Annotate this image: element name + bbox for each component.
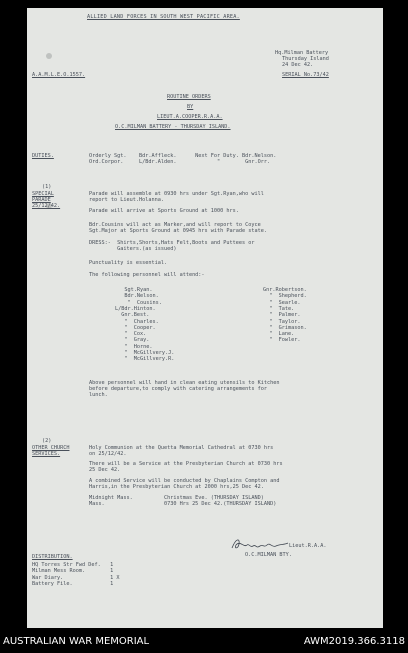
personnel-name: Gnr.Robertson.: [263, 287, 307, 293]
church-1a: Holy Communion at the Quetta Memorial Cathedral at 0730 hrs: [89, 445, 274, 451]
church-4b: Mass. 0730 Hrs 25 Dec 42.(THURSDAY ISLAND): [89, 501, 277, 507]
personnel-name: Sgt.Ryan.: [115, 287, 153, 293]
serial-number: SERIAL No.73/42: [282, 72, 329, 78]
section-2-label-2: SERVICES.: [32, 451, 61, 457]
personnel-name: " Shepherd.: [263, 293, 307, 300]
paragraph-3b: Sgt.Major at Sports Ground at 0945 hrs with Parade state.: [89, 228, 268, 234]
church-1b: on 25/12/42.: [89, 451, 127, 457]
personnel-name: " Taylor.: [263, 318, 301, 325]
paragraph-3a: Bdr.Cousins will act as Marker,and will report to Coyce: [89, 222, 261, 228]
personnel-name: " Gray.: [115, 337, 150, 344]
personnel-name: " Grimason.: [263, 324, 307, 331]
section-1-label-3: 25/12/42.: [32, 203, 61, 209]
footer-institution: AUSTRALIAN WAR MEMORIAL: [3, 636, 150, 647]
section-1-number: (1): [42, 184, 52, 190]
signature-unit: O.C.MILMAN BTY.: [245, 552, 292, 558]
paragraph-1b: report to Lieut.Holanna.: [89, 197, 164, 203]
title-by: BY: [187, 104, 194, 110]
distribution-label: DISTRIBUTION.: [32, 554, 73, 560]
personnel-name: " Cox.: [115, 331, 147, 338]
archive-footer: [0, 630, 408, 653]
section-1-label-2: PARADE: [32, 197, 51, 203]
church-4a: Midnight Mass. Christmas Eve. (THURSDAY ISLAND): [89, 495, 264, 501]
distribution-item: War Diary. 1 X: [32, 574, 120, 581]
personnel-name: " Fowler.: [263, 337, 301, 344]
personnel-name: " Charles.: [115, 318, 159, 325]
paragraph-4b: Gaiters.(as issued): [89, 246, 177, 252]
paragraph-7c: lunch.: [89, 392, 108, 398]
personnel-name: " Tate.: [263, 305, 295, 312]
signature-rank: Lieut.R.A.A.: [289, 543, 327, 549]
footer-accession-number: AWM2019.366.3118: [303, 636, 405, 647]
paragraph-1a: Parade will assemble at 0930 hrs under Sgt.Ryan,who will: [89, 191, 264, 197]
personnel-name: " Lane.: [263, 331, 295, 338]
paragraph-7b: before departure,to comply with catering arrangements for: [89, 386, 268, 392]
personnel-name: " Palmer.: [263, 312, 301, 319]
section-2-label-1: OTHER CHURCH: [32, 445, 70, 451]
section-2-number: (2): [42, 438, 52, 444]
personnel-name: " McGillvery.J.: [115, 350, 175, 356]
title-unit: O.C.MILMAN BATTERY - THURSDAY ISLAND.: [115, 124, 231, 130]
personnel-name: L/Bdr.Hinton.: [115, 305, 156, 312]
distribution-item: Battery File. 1: [32, 580, 114, 587]
personnel-name: " Searle.: [263, 299, 301, 306]
duties-label: DUTIES.: [32, 153, 54, 159]
duties-line-1: Orderly Sgt. Bdr.Affleck. Next For Duty. Bdr.Nelson.: [89, 153, 277, 159]
church-3a: A combined Service will be conducted by Chaplains Compton and: [89, 478, 280, 484]
personnel-name: Bdr.Nelson.: [115, 293, 159, 300]
personnel-name: " Horne.: [115, 343, 153, 350]
unit-top: Hq.Milman Battery: [275, 50, 329, 56]
personnel-name: " Cooper.: [115, 324, 156, 331]
paragraph-6: The following personnel will attend:-: [89, 272, 205, 278]
paragraph-4a: DRESS:- Shirts,Shorts,Hats Felt,Boots and Puttees or: [89, 240, 255, 246]
distribution-item: HQ Torres Str Fwd Def. 1: [32, 562, 114, 568]
paragraph-5: Punctuality is essential.: [89, 260, 168, 266]
date-line: 24 Dec 42.: [282, 62, 314, 68]
duties-line-2: Ord.Corpor. L/Bdr.Alden. " Gnr.Orr.: [89, 159, 271, 165]
header-top: ALLIED LAND FORCES IN SOUTH WEST PACIFIC AREA.: [87, 14, 240, 20]
day-line: Thursday Island: [282, 56, 329, 62]
title-routine-orders: ROUTINE ORDERS: [167, 94, 211, 100]
church-3b: Harris,in the Presbyterian Church at 2000 hrs,25 Dec 42.: [89, 484, 264, 490]
punch-hole: [46, 53, 52, 59]
personnel-name: " Cousins.: [115, 299, 162, 306]
aif-reference: A.A.M.L.E.O.1557.: [32, 72, 86, 78]
paragraph-2: Parade will arrive at Sports Ground at 1000 hrs.: [89, 208, 239, 214]
church-2b: 25 Dec 42.: [89, 467, 121, 473]
document-page: [27, 8, 383, 628]
section-1-label-1: SPECIAL: [32, 191, 54, 197]
personnel-name: Gnr.Best.: [115, 312, 150, 319]
distribution-item: Milman Mess Room. 1: [32, 568, 114, 575]
personnel-name: " McGillvery.R.: [115, 356, 175, 363]
church-2a: There will be a Service at the Presbyterian Church at 0730 hrs: [89, 461, 283, 467]
handwritten-signature: [230, 536, 290, 552]
paragraph-7a: Above personnel will hand in clean eating utensils to Kitchen: [89, 380, 280, 386]
title-officer: LIEUT.A.COOPER.R.A.A.: [157, 114, 223, 120]
